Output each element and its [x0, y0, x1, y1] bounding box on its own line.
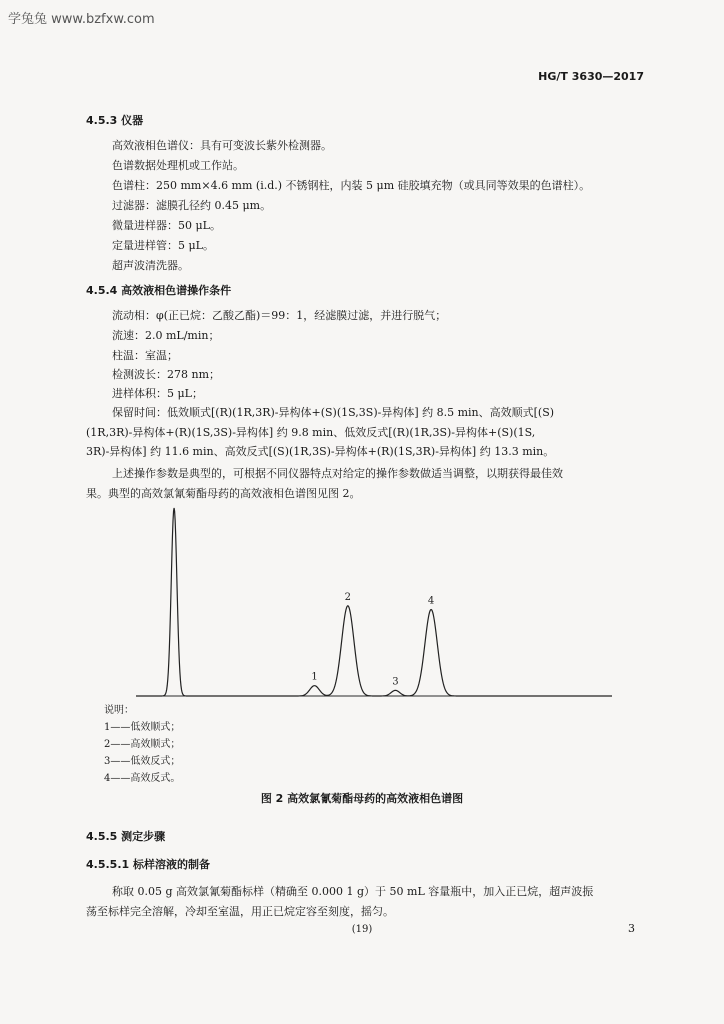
watermark: 学兔兔 www.bzfxw.com [8, 12, 155, 27]
retention-line: (1R,3R)-异构体+(R)(1S,3S)-异构体] 约 9.8 min、低效反式[(R)(1R,3S)-异构体+(S)(1S, [86, 426, 536, 439]
condition-line: 进样体积：5 μL； [112, 387, 203, 400]
retention-line: 保留时间：低效顺式[(R)(1R,3R)-异构体+(S)(1S,3S)-异构体] 约 8.5 min、高效顺式[(S) [112, 406, 555, 419]
section-heading-4-5-5: 4.5.5 测定步骤 [86, 830, 166, 843]
standard-code: HG/T 3630—2017 [538, 70, 644, 83]
body-line: 荡至标样完全溶解，冷却至室温，用正已烷定容至刻度，摇匀。 [86, 905, 394, 918]
condition-line: 流动相：φ(正已烷：乙酸乙酯)＝99：1，经滤膜过滤，并进行脱气； [112, 309, 447, 322]
page-number: 3 [628, 922, 635, 935]
legend-item: 3——低效反式； [104, 756, 181, 767]
instrument-item: 色谱数据处理机或工作站。 [112, 159, 244, 172]
legend-item: 2——高效顺式； [104, 739, 181, 750]
instrument-item: 色谱柱：250 mm×4.6 mm (i.d.) 不锈钢柱，内装 5 μm 硅胶填充物（或具同等效果的色谱柱）。 [112, 179, 591, 192]
section-heading-4-5-4: 4.5.4 高效液相色谱操作条件 [86, 284, 232, 297]
peak-label: 1 [311, 671, 318, 683]
note-line: 果。典型的高效氯氰菊酯母药的高效液相色谱图见图 2。 [86, 487, 361, 500]
instrument-item: 定量进样管：5 μL。 [112, 239, 214, 252]
peak-label: 3 [392, 676, 399, 688]
condition-line: 流速：2.0 mL/min； [112, 329, 220, 342]
legend-title: 说明： [104, 705, 134, 716]
section-heading-4-5-3: 4.5.3 仪器 [86, 114, 144, 127]
condition-line: 柱温：室温； [112, 349, 178, 362]
chromatogram-trace [136, 508, 612, 696]
figure-caption: 图 2 高效氯氰菊酯母药的高效液相色谱图 [260, 792, 464, 805]
body-line: 称取 0.05 g 高效氯氰菊酯标样（精确至 0.000 1 g）于 50 mL 容量瓶中，加入正已烷，超声波振 [112, 885, 594, 898]
retention-line: 3R)-异构体] 约 11.6 min、高效反式[(S)(1R,3S)-异构体+(R)(1S,3R)-异构体] 约 13.3 min。 [86, 445, 555, 458]
instrument-item: 微量进样器：50 μL。 [112, 219, 221, 232]
condition-line: 检测波长：278 nm； [112, 368, 221, 381]
instrument-item: 超声波清洗器。 [112, 259, 189, 272]
peak-label: 4 [427, 595, 435, 607]
legend-item: 4——高效反式。 [104, 773, 181, 784]
peak-label: 2 [344, 591, 351, 603]
note-line: 上述操作参数是典型的，可根据不同仪器特点对给定的操作参数做适当调整，以期获得最佳效 [112, 467, 563, 480]
legend-item: 1——低效顺式； [104, 722, 181, 733]
page-center-number: (19) [351, 924, 373, 935]
instrument-item: 高效液相色谱仪：具有可变波长紫外检测器。 [112, 139, 332, 152]
section-heading-4-5-5-1: 4.5.5.1 标样溶液的制备 [86, 858, 210, 871]
instrument-item: 过滤器：滤膜孔径约 0.45 μm。 [112, 199, 272, 212]
